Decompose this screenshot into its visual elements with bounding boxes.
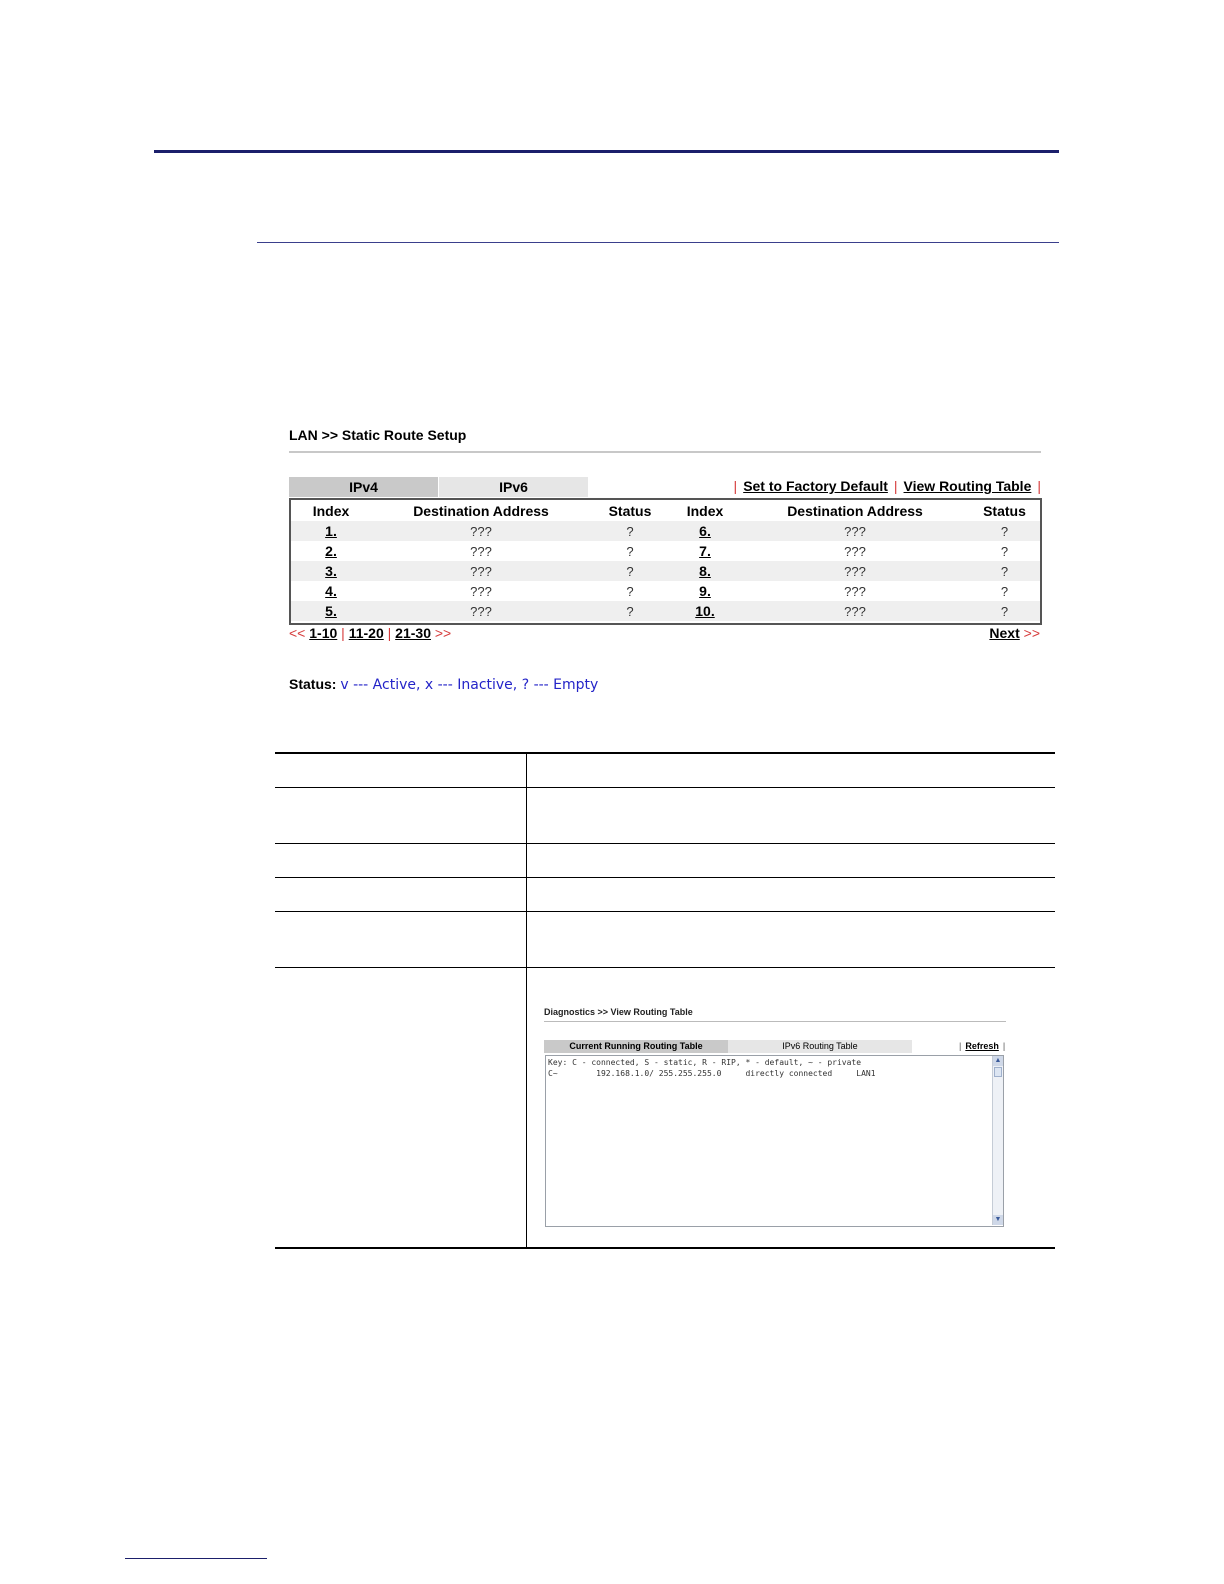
destination-cell: ??? [844, 583, 866, 599]
table-rule [275, 752, 1055, 754]
column-header-status: Status [608, 502, 652, 519]
table-row [291, 521, 1040, 541]
destination-cell: ??? [371, 601, 591, 621]
title-divider [289, 451, 1041, 453]
next-link[interactable]: Next [989, 625, 1020, 641]
section-rule [257, 242, 1059, 243]
routing-line: Key: C - connected, S - static, R - RIP, * - default, ~ - private [548, 1058, 862, 1067]
status-cell: ? [1000, 583, 1009, 599]
table-rule [275, 967, 1055, 968]
diagnostics-title: Diagnostics >> View Routing Table [544, 1007, 693, 1017]
link-separator: | [733, 478, 738, 494]
status-cell: ? [591, 561, 669, 581]
status-cell: ? [969, 561, 1040, 581]
table-row [291, 541, 1040, 561]
footer-rule [125, 1558, 267, 1559]
tab-ipv6[interactable]: IPv6 [439, 477, 588, 497]
tab-current-routing-table[interactable]: Current Running Routing Table [544, 1040, 728, 1053]
routing-table-textarea[interactable] [545, 1055, 1004, 1227]
link-separator: | [1037, 478, 1041, 494]
next-arrow[interactable]: >> [1023, 625, 1040, 641]
top-links [728, 478, 1041, 494]
status-cell: ? [969, 601, 1040, 621]
pagination [289, 625, 451, 641]
route-index-link[interactable]: 5. [325, 603, 337, 619]
status-cell: ? [969, 521, 1040, 541]
status-legend-text: v --- Active, x --- Inactive, ? --- Empty [340, 677, 599, 693]
route-index-link[interactable]: 3. [325, 563, 337, 579]
column-header-destination: Destination Address [787, 502, 923, 519]
destination-cell: ??? [741, 601, 969, 621]
status-cell: ? [591, 601, 669, 621]
status-legend [289, 676, 598, 693]
route-index-link[interactable]: 8. [699, 563, 711, 579]
destination-cell: ??? [470, 543, 492, 559]
status-legend-label: Status: [289, 676, 337, 692]
scroll-thumb[interactable] [994, 1067, 1002, 1077]
page-separator: | [387, 625, 392, 641]
vertical-scrollbar[interactable] [992, 1056, 1003, 1225]
more-arrow[interactable]: >> [434, 625, 452, 641]
tab-ipv4[interactable]: IPv4 [289, 477, 438, 497]
tab-ipv6-routing-table[interactable]: IPv6 Routing Table [728, 1040, 912, 1053]
column-header-status: Status [983, 502, 1026, 519]
header-rule [154, 150, 1059, 153]
refresh-link[interactable]: Refresh [965, 1041, 999, 1051]
destination-cell: ??? [371, 561, 591, 581]
next-pager [989, 625, 1040, 641]
table-rule [275, 1247, 1055, 1249]
diagnostics-divider [544, 1021, 1006, 1022]
page-separator: | [341, 625, 345, 641]
table-column-divider [526, 753, 527, 1248]
destination-cell: ??? [741, 561, 969, 581]
status-cell: ? [1000, 543, 1009, 559]
page-link-11-20[interactable]: 11-20 [348, 625, 384, 641]
view-routing-table-link[interactable]: View Routing Table [903, 478, 1032, 494]
routing-line: C~ 192.168.1.0/ 255.255.255.0 directly connected LAN1 [548, 1069, 876, 1078]
column-header-index: Index [312, 502, 350, 519]
destination-cell: ??? [371, 521, 591, 541]
route-index-link[interactable]: 2. [325, 543, 337, 559]
page-link-1-10[interactable]: 1-10 [309, 625, 338, 641]
column-header-index: Index [686, 502, 724, 519]
scroll-down-icon[interactable]: ▼ [994, 1216, 1002, 1223]
destination-cell: ??? [470, 583, 492, 599]
destination-cell: ??? [844, 543, 866, 559]
table-rule [275, 843, 1055, 844]
status-cell: ? [626, 543, 634, 559]
table-row [291, 561, 1040, 581]
link-separator: | [893, 478, 898, 494]
page-title: LAN >> Static Route Setup [289, 427, 467, 443]
column-header-destination: Destination Address [413, 502, 549, 519]
route-index-link[interactable]: 1. [325, 523, 337, 539]
set-factory-default-link[interactable]: Set to Factory Default [743, 478, 888, 494]
route-index-link[interactable]: 4. [325, 583, 337, 599]
table-header-row [291, 500, 1040, 521]
route-index-link[interactable]: 7. [699, 543, 711, 559]
prev-arrow[interactable]: << [289, 625, 306, 641]
route-index-link[interactable]: 9. [699, 583, 711, 599]
table-row [291, 581, 1040, 601]
destination-cell: ??? [741, 521, 969, 541]
scroll-up-icon[interactable]: ▲ [994, 1057, 1002, 1064]
route-table-box [289, 498, 1042, 625]
link-separator: | [1002, 1041, 1006, 1051]
routing-table-content [548, 1057, 876, 1079]
refresh-group [955, 1041, 1009, 1051]
table-rule [275, 877, 1055, 878]
route-index-link[interactable]: 10. [695, 603, 715, 619]
route-table [291, 500, 1040, 621]
status-cell: ? [591, 521, 669, 541]
link-separator: | [959, 1041, 962, 1051]
table-row [291, 601, 1040, 621]
table-rule [275, 911, 1055, 912]
status-cell: ? [626, 583, 634, 599]
page-link-21-30[interactable]: 21-30 [395, 625, 431, 641]
route-index-link[interactable]: 6. [699, 523, 711, 539]
table-rule [275, 787, 1055, 788]
